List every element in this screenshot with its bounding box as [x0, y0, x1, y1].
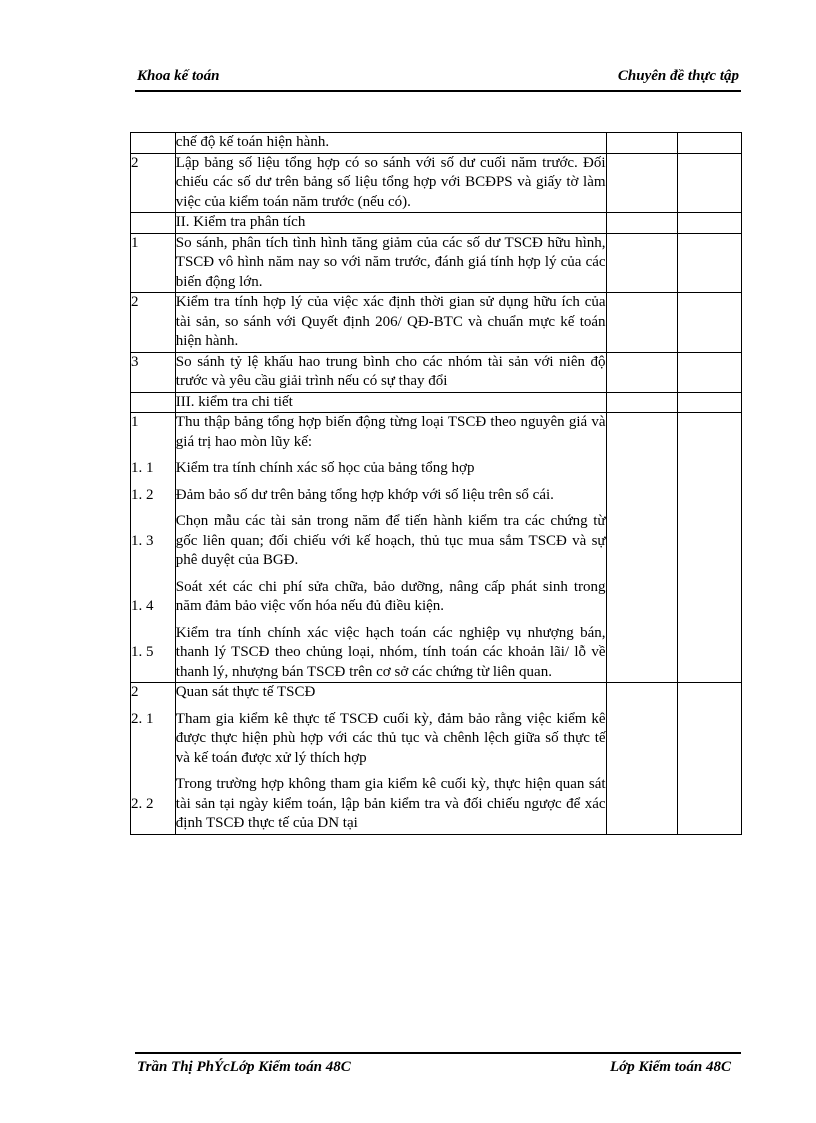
row-number: 2 — [131, 153, 176, 213]
sub-procedure-text: Soát xét các chi phí sửa chữa, bảo dưỡng, nâng cấp phát sinh trong năm đảm bảo việc vốn hóa nếu đủ điều kiện. — [175, 578, 606, 614]
sub-number: 1 — [131, 414, 139, 430]
empty-cell — [677, 293, 741, 353]
procedure-text-column — [175, 413, 606, 683]
empty-cell — [677, 213, 741, 234]
table-row — [131, 352, 742, 392]
empty-cell — [677, 352, 741, 392]
procedure-text: Kiểm tra tính hợp lý của việc xác định thời gian sử dụng hữu ích của tài sản, so sánh với Quyết định 206/ QĐ-BTC và chuẩn mực kế toán hiện hành. — [175, 293, 606, 353]
footer-class: Lớp Kiểm toán 48C — [610, 1059, 731, 1075]
empty-cell — [131, 213, 176, 234]
sub-procedure-text: Quan sát thực tế TSCĐ — [175, 684, 316, 700]
page-footer — [135, 1052, 741, 1080]
sub-procedure-text: Chọn mẫu các tài sản trong năm để tiến hành kiểm tra các chứng từ gốc liên quan; đối chiếu với kế hoạch, thủ tục mua sắm TSCĐ và sự phê duyệt của BGĐ. — [175, 513, 606, 568]
sub-number: 1. 3 — [131, 532, 154, 549]
empty-cell — [131, 392, 176, 413]
table-row — [131, 233, 742, 293]
sub-number: 2 — [131, 684, 139, 700]
sub-procedure-text: Trong trường hợp không tham gia kiểm kê cuối kỳ, thực hiện quan sát tài sản tại ngày kiểm toán, lập bản kiểm tra và đối chiếu ngược để xác định TSCĐ thực tế của DN tại — [175, 776, 606, 831]
sub-procedure-text: Đảm bảo số dư trên bảng tổng hợp khớp với số liệu trên sổ cái. — [175, 486, 554, 503]
empty-cell — [677, 683, 741, 835]
empty-cell — [677, 133, 741, 154]
sub-procedure-text: Tham gia kiểm kê thực tế TSCĐ cuối kỳ, đảm bảo rằng việc kiểm kê được thực hiện phù hợp với các thủ tục và chênh lệch giữa số thực tế và kế toán được xử lý thích hợp — [175, 710, 606, 766]
table-row — [131, 293, 742, 353]
empty-cell — [606, 233, 677, 293]
empty-cell — [677, 153, 741, 213]
empty-cell — [606, 213, 677, 234]
empty-cell — [606, 683, 677, 835]
empty-cell — [606, 413, 677, 683]
empty-cell — [606, 352, 677, 392]
empty-cell — [606, 392, 677, 413]
sub-procedure-text: Thu thập bảng tổng hợp biến động từng loại TSCĐ theo nguyên giá và giá trị hao mòn lũy kế: — [175, 414, 606, 450]
empty-cell — [677, 413, 741, 683]
header-document-title: Chuyên đề thực tập — [617, 68, 739, 84]
table-row — [131, 133, 742, 154]
table-row — [131, 413, 742, 683]
sub-number: 1. 5 — [131, 644, 154, 660]
header-department: Khoa kế toán — [137, 68, 220, 84]
sub-procedure-text: Kiểm tra tính chính xác việc hạch toán các nghiệp vụ nhượng bán, thanh lý TSCĐ theo chủng loại, nhóm, tính toán các khoản lãi/ lỗ về thanh lý, nhượng bán TSCĐ trên cơ sở các chứng từ liên quan. — [175, 624, 606, 680]
page-header — [135, 66, 741, 92]
procedure-text: chế độ kế toán hiện hành. — [175, 133, 606, 154]
sub-number: 2. 2 — [131, 795, 154, 812]
footer-author: Trần Thị PhÝcLớp Kiểm toán 48C — [137, 1059, 351, 1075]
sub-procedure-text: Kiểm tra tính chính xác số học của bảng tổng hợp — [175, 460, 475, 476]
empty-cell — [606, 133, 677, 154]
procedure-text: So sánh, phân tích tình hình tăng giảm của các số dư TSCĐ hữu hình, TSCĐ vô hình năm nay so với năm trước, đánh giá tính hợp lý của các biến động lớn. — [175, 233, 606, 293]
empty-cell — [677, 392, 741, 413]
section-row — [131, 213, 742, 234]
row-number: 3 — [131, 352, 176, 392]
audit-procedure-table — [130, 132, 742, 835]
procedure-text: So sánh tỷ lệ khấu hao trung bình cho các nhóm tài sản với niên độ trước và yêu cầu giải trình nếu có sự thay đổi — [175, 352, 606, 392]
procedure-text: Lập bảng số liệu tổng hợp có so sánh với số dư cuối năm trước. Đối chiếu các số dư trên bảng số liệu tổng hợp với BCĐPS và giấy tờ làm việc của kiểm toán năm trước (nếu có). — [175, 153, 606, 213]
row-number: 1 — [131, 233, 176, 293]
sub-number: 2. 1 — [131, 710, 154, 727]
section-title: III. kiểm tra chi tiết — [175, 392, 606, 413]
section-row — [131, 392, 742, 413]
sub-number: 1. 1 — [131, 460, 154, 476]
sub-number: 1. 2 — [131, 486, 154, 503]
table-row — [131, 153, 742, 213]
row-number-column — [131, 413, 176, 683]
table-row — [131, 683, 742, 835]
section-title: II. Kiểm tra phân tích — [175, 213, 606, 234]
row-number: 2 — [131, 293, 176, 353]
sub-number: 1. 4 — [131, 598, 154, 614]
empty-cell — [606, 293, 677, 353]
empty-cell — [677, 233, 741, 293]
row-number-column — [131, 683, 176, 835]
row-number — [131, 133, 176, 154]
procedure-text-column — [175, 683, 606, 835]
empty-cell — [606, 153, 677, 213]
